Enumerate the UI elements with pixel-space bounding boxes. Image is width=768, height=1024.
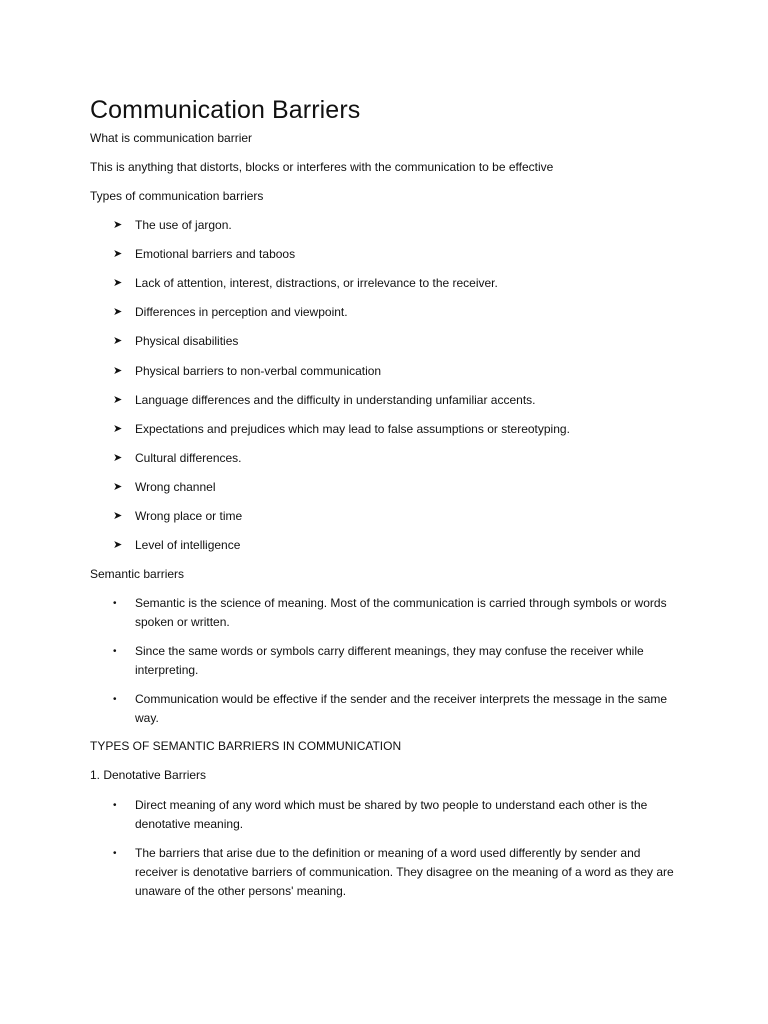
list-item-text: Emotional barriers and taboos bbox=[135, 247, 296, 261]
list-item-text: Physical barriers to non-verbal communication bbox=[135, 364, 382, 378]
semantic-heading: Semantic barriers bbox=[90, 567, 185, 581]
list-item bbox=[113, 362, 673, 381]
bullet-dot-icon: • bbox=[113, 800, 117, 811]
list-item bbox=[113, 245, 673, 264]
list-item-text: Cultural differences. bbox=[135, 451, 242, 465]
list-item-text: Level of intelligence bbox=[135, 538, 241, 552]
arrow-bullet-icon: ➤ bbox=[113, 365, 123, 377]
list-item-text: Semantic is the science of meaning. Most of the communication is carried through symbols or words spoken or written. bbox=[135, 596, 667, 629]
bullet-dot-icon: • bbox=[113, 598, 117, 609]
arrow-bullet-icon: ➤ bbox=[113, 394, 123, 406]
denotative-heading: 1. Denotative Barriers bbox=[90, 768, 207, 782]
arrow-bullet-icon: ➤ bbox=[113, 510, 123, 522]
list-item-text: Lack of attention, interest, distractions, or irrelevance to the receiver. bbox=[135, 276, 498, 290]
list-item bbox=[113, 420, 673, 439]
list-item bbox=[113, 391, 673, 410]
list-item-text: Differences in perception and viewpoint. bbox=[135, 305, 348, 319]
arrow-bullet-icon: ➤ bbox=[113, 423, 123, 435]
arrow-bullet-icon: ➤ bbox=[113, 306, 123, 318]
list-item-text: Wrong place or time bbox=[135, 509, 243, 523]
question-heading: What is communication barrier bbox=[90, 131, 253, 145]
list-item bbox=[113, 303, 673, 322]
arrow-bullet-icon: ➤ bbox=[113, 219, 123, 231]
arrow-bullet-icon: ➤ bbox=[113, 248, 123, 260]
arrow-bullet-icon: ➤ bbox=[113, 452, 123, 464]
arrow-bullet-icon: ➤ bbox=[113, 277, 123, 289]
list-item-text: The use of jargon. bbox=[135, 218, 232, 232]
definition-text: This is anything that distorts, blocks or interferes with the communication to be effective bbox=[90, 160, 554, 174]
list-item-text: The barriers that arise due to the definition or meaning of a word used differently by sender and receiver is denotative barriers of communication. They disagree on the meaning of a word as they are unaware of the other persons' meaning. bbox=[135, 846, 674, 898]
types-heading: Types of communication barriers bbox=[90, 189, 264, 203]
list-item bbox=[113, 274, 673, 293]
list-item bbox=[113, 507, 673, 526]
list-item bbox=[113, 536, 673, 555]
list-item bbox=[113, 216, 673, 235]
bullet-dot-icon: • bbox=[113, 694, 117, 705]
list-item-text: Wrong channel bbox=[135, 480, 216, 494]
list-item-text: Language differences and the difficulty in understanding unfamiliar accents. bbox=[135, 393, 536, 407]
bullet-dot-icon: • bbox=[113, 848, 117, 859]
bullet-dot-icon: • bbox=[113, 646, 117, 657]
list-item bbox=[113, 478, 673, 497]
arrow-bullet-icon: ➤ bbox=[113, 539, 123, 551]
list-item-text: Communication would be effective if the sender and the receiver interprets the message in the same way. bbox=[135, 692, 668, 725]
list-item bbox=[113, 449, 673, 468]
list-item-text: Expectations and prejudices which may lead to false assumptions or stereotyping. bbox=[135, 422, 570, 436]
list-item-text: Since the same words or symbols carry different meanings, they may confuse the receiver while interpreting. bbox=[135, 644, 644, 677]
arrow-bullet-icon: ➤ bbox=[113, 335, 123, 347]
semantic-types-heading: TYPES OF SEMANTIC BARRIERS IN COMMUNICATION bbox=[90, 739, 402, 753]
list-item bbox=[113, 332, 673, 351]
list-item-text: Physical disabilities bbox=[135, 334, 239, 348]
list-item-text: Direct meaning of any word which must be shared by two people to understand each other is the denotative meaning. bbox=[135, 798, 648, 831]
arrow-bullet-icon: ➤ bbox=[113, 481, 123, 493]
document-title: Communication Barriers bbox=[90, 96, 361, 124]
